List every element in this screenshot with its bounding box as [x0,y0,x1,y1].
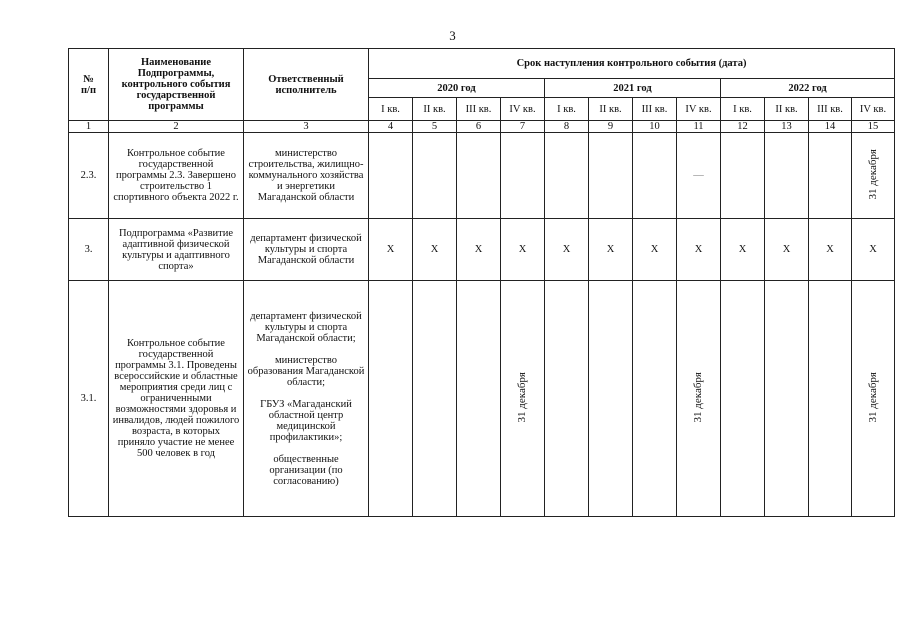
quarter-header: III кв. [809,98,852,121]
column-number: 5 [413,121,457,133]
table-row [69,133,895,219]
column-number: 6 [457,121,501,133]
quarter-cell: X [545,219,589,281]
date-label: 31 декабря [866,148,879,200]
quarter-cell: X [677,219,721,281]
quarter-cell: X [589,219,633,281]
quarter-header: I кв. [545,98,589,121]
quarter-cell [809,133,852,219]
executor-part: департамент физической культуры и спорта Магаданской области; [250,310,362,344]
executor: министерство строительства, жилищно-коммунального хозяйства и энергетики Магаданской области [244,133,369,219]
date-label: 31 декабря [516,371,528,423]
quarter-cell: X [369,219,413,281]
table-row [69,219,895,281]
quarter-cell [852,281,895,517]
column-number: 12 [721,121,765,133]
quarter-cell [721,281,765,517]
year-2020-header: 2020 год [369,79,545,98]
quarter-cell [721,133,765,219]
event-name: Контрольное событие государственной программы 3.1. Проведены всероссийские и областные мероприятия среди лиц с ограниченными возможностями здоровья и инвалидов, людей пожилого возраста, в которых приняло участие не менее 500 человек в год [109,281,244,517]
executor [244,281,369,517]
quarter-cell: X [633,219,677,281]
quarter-cell [765,281,809,517]
executor-part: министерство образования Магаданской области; [247,354,365,388]
executor: департамент физической культуры и спорта Магаданской области [244,219,369,281]
quarter-cell: X [852,219,895,281]
num-header: № п/п [69,49,109,121]
quarter-header: I кв. [369,98,413,121]
quarter-cell: — [677,133,721,219]
quarter-header: II кв. [765,98,809,121]
column-number: 8 [545,121,589,133]
quarter-cell [501,281,545,517]
quarter-cell [589,281,633,517]
quarter-cell [633,281,677,517]
quarter-header: I кв. [721,98,765,121]
page-number: 3 [449,28,456,43]
executor-part: ГБУЗ «Магаданский областной центр медицинской профилактики»; [260,398,352,443]
quarter-cell: X [413,219,457,281]
name-header: Наименование Подпрограммы, контрольного события государственной программы [109,49,244,121]
quarter-cell: X [809,219,852,281]
column-number: 2 [109,121,244,133]
column-number: 1 [69,121,109,133]
quarter-header: III кв. [633,98,677,121]
column-number: 14 [809,121,852,133]
quarter-cell [633,133,677,219]
quarter-cell [589,133,633,219]
quarter-cell: X [457,219,501,281]
quarter-cell [765,133,809,219]
quarter-cell [413,281,457,517]
quarter-header: IV кв. [677,98,721,121]
quarter-cell [809,281,852,517]
executor-part: общественные организации (по согласованию) [269,453,343,487]
date-label: 31 декабря [866,371,879,423]
quarter-cell [545,133,589,219]
quarter-cell [457,281,501,517]
table-row [69,281,895,517]
quarter-cell: X [501,219,545,281]
quarter-header: IV кв. [852,98,895,121]
row-number: 3. [69,219,109,281]
column-number: 15 [852,121,895,133]
term-header: Срок наступления контрольного события (дата) [369,49,895,79]
column-number: 10 [633,121,677,133]
quarter-header: IV кв. [501,98,545,121]
quarter-cell [457,133,501,219]
quarter-cell [369,133,413,219]
column-number: 7 [501,121,545,133]
quarter-cell [369,281,413,517]
quarter-cell [501,133,545,219]
column-number: 3 [244,121,369,133]
year-2022-header: 2022 год [721,79,895,98]
date-label: 31 декабря [692,371,704,423]
column-number: 11 [677,121,721,133]
executor-header: Ответственный исполнитель [244,49,369,121]
quarter-cell [852,133,895,219]
row-number: 3.1. [69,281,109,517]
quarter-cell [413,133,457,219]
quarter-cell: X [721,219,765,281]
column-number: 13 [765,121,809,133]
quarter-cell [677,281,721,517]
event-name: Контрольное событие государственной программы 2.3. Завершено строительство 1 спортивного объекта 2022 г. [109,133,244,219]
column-number: 9 [589,121,633,133]
quarter-header: III кв. [457,98,501,121]
quarter-cell: X [765,219,809,281]
column-number: 4 [369,121,413,133]
control-events-table [68,48,895,517]
quarter-header: II кв. [413,98,457,121]
quarter-cell [545,281,589,517]
subprogram-name: Подпрограмма «Развитие адаптивной физической культуры и адаптивного спорта» [109,219,244,281]
row-number: 2.3. [69,133,109,219]
year-2021-header: 2021 год [545,79,721,98]
quarter-header: II кв. [589,98,633,121]
